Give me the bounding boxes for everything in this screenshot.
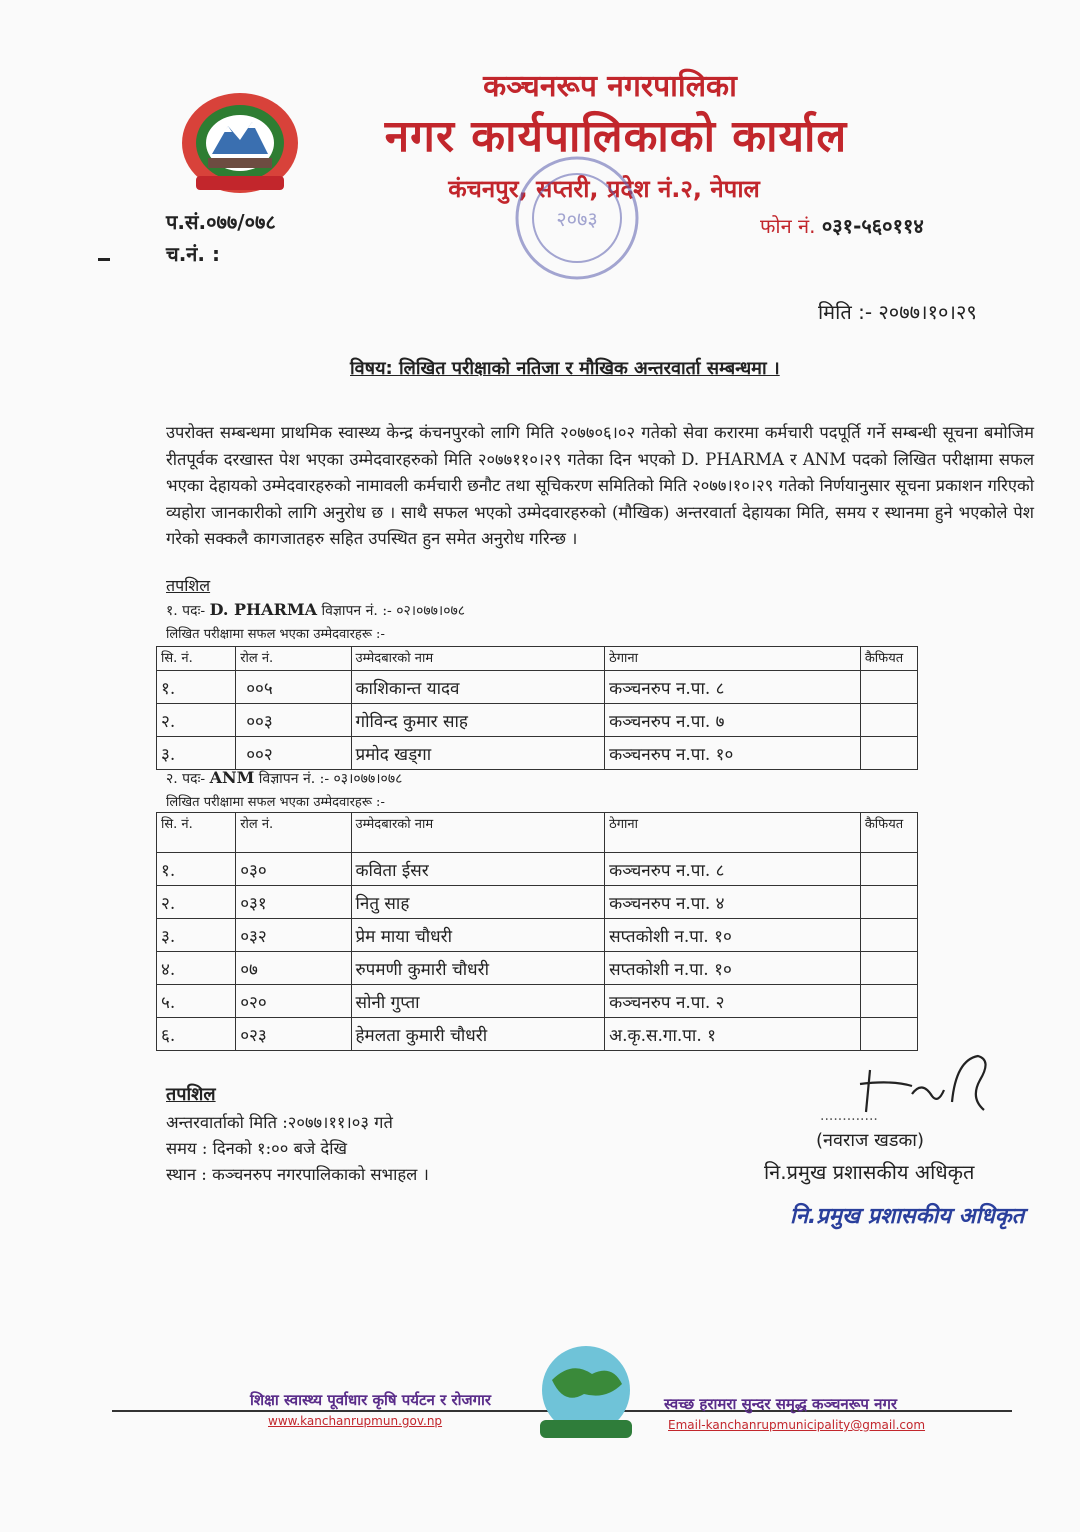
- section-1-post: D. PHARMA: [209, 600, 318, 619]
- letter-subject: विषय: लिखित परीक्षाको नतिजा र मौखिक अन्तरवार्ता सम्बन्धमा ।: [350, 358, 780, 379]
- office-title: नगर कार्यपालिकाको कार्याल: [384, 111, 848, 162]
- tapashil-label: तपशिल: [166, 576, 211, 595]
- phone-line: [760, 212, 924, 239]
- phone-label: फोन नं.: [760, 214, 816, 238]
- cell-roll: ००५: [236, 671, 351, 704]
- table-row: [157, 737, 918, 770]
- col-roll: रोल नं.: [236, 647, 351, 671]
- cell-roll: ०२३: [236, 1018, 351, 1051]
- cell-sn: ३.: [157, 919, 236, 952]
- cell-name: गोविन्द कुमार साह: [351, 704, 605, 737]
- reference-number: प.सं.०७७/०७८: [166, 210, 276, 234]
- table-row: [157, 1018, 918, 1051]
- municipality-name: कञ्चनरूप नगरपालिका: [483, 69, 737, 104]
- letter-date: मिति :- २०७७।१०।२९: [818, 300, 977, 324]
- office-address: कंचनपुर, सप्तरी, प्रदेश नं.२, नेपाल: [448, 175, 760, 203]
- table-row: [157, 853, 918, 886]
- signer-name: (नवराज खडका): [816, 1130, 924, 1151]
- cell-roll: ०७: [236, 952, 351, 985]
- col-name: उम्मेदबारको नाम: [351, 647, 605, 671]
- interview-place: स्थान : कञ्चनरुप नगरपालिकाको सभाहल ।: [166, 1165, 429, 1184]
- cell-remarks: [860, 853, 917, 886]
- signature-dots: .............: [820, 1108, 878, 1124]
- section-2-heading: [166, 768, 402, 788]
- cell-roll: ०३०: [236, 853, 351, 886]
- col-remarks: कैफियत: [860, 647, 917, 671]
- schedule-title: तपशिल: [166, 1084, 216, 1105]
- footer-slogan-left: शिक्षा स्वास्थ्य पूर्वाधार कृषि पर्यटन र रोजगार: [250, 1391, 492, 1409]
- col-address: ठेगाना: [605, 813, 861, 853]
- cell-name: हेमलता कुमारी चौधरी: [351, 1018, 605, 1051]
- table-row: [157, 919, 918, 952]
- section-1-heading: [166, 600, 465, 620]
- cell-name: काशिकान्त यादव: [351, 671, 605, 704]
- signer-title: नि.प्रमुख प्रशासकीय अधिकृत: [764, 1160, 975, 1184]
- phone-number: ०३१-५६०११४: [821, 214, 924, 238]
- cell-sn: ४.: [157, 952, 236, 985]
- section-2-adv: विज्ञापन नं. :- ०३।०७७।०७८: [258, 771, 403, 787]
- cell-sn: २.: [157, 704, 236, 737]
- office-seal-stamp: [492, 148, 662, 308]
- margin-mark: [98, 258, 110, 261]
- cell-roll: ००३: [236, 704, 351, 737]
- anm-results-table: [156, 812, 918, 1051]
- section-1-prefix: १. पदः-: [166, 603, 206, 619]
- section-2-prefix: २. पदः-: [166, 771, 206, 787]
- officer-rubber-stamp: नि.प्रमुख प्रशासकीय अधिकृत: [790, 1204, 1025, 1229]
- table-header-row: [157, 813, 918, 853]
- cell-remarks: [860, 704, 917, 737]
- cell-remarks: [860, 671, 917, 704]
- cell-remarks: [860, 985, 917, 1018]
- cell-remarks: [860, 1018, 917, 1051]
- table-row: [157, 985, 918, 1018]
- col-sn: सि. नं.: [157, 813, 236, 853]
- cell-name: सोनी गुप्ता: [351, 985, 605, 1018]
- col-address: ठेगाना: [605, 647, 861, 671]
- globe-logo-icon: [522, 1340, 650, 1450]
- cell-name: प्रमोद खड्गा: [351, 737, 605, 770]
- cell-sn: २.: [157, 886, 236, 919]
- cell-sn: ६.: [157, 1018, 236, 1051]
- col-sn: सि. नं.: [157, 647, 236, 671]
- cell-name: नितु साह: [351, 886, 605, 919]
- cell-address: कञ्चनरुप न.पा. ८: [605, 853, 861, 886]
- section-2-passed-label: लिखित परीक्षामा सफल भएका उम्मेदवारहरू :-: [166, 795, 385, 810]
- cell-remarks: [860, 919, 917, 952]
- cell-name: रुपमणी कुमारी चौधरी: [351, 952, 605, 985]
- interview-time: समय : दिनको १:०० बजे देखि: [166, 1139, 348, 1158]
- table-row: [157, 952, 918, 985]
- section-1-passed-label: लिखित परीक्षामा सफल भएका उम्मेदवारहरू :-: [166, 627, 385, 642]
- col-name: उम्मेदबारको नाम: [351, 813, 605, 853]
- cell-sn: ३.: [157, 737, 236, 770]
- cell-address: कञ्चनरुप न.पा. ८: [605, 671, 861, 704]
- cell-name: प्रेम माया चौधरी: [351, 919, 605, 952]
- cell-address: अ.कृ.स.गा.पा. १: [605, 1018, 861, 1051]
- stamp-year: २०७३: [556, 207, 598, 231]
- cell-remarks: [860, 886, 917, 919]
- col-roll: रोल नं.: [236, 813, 351, 853]
- table-header-row: [157, 647, 918, 671]
- cell-address: कञ्चनरुप न.पा. १०: [605, 737, 861, 770]
- col-remarks: कैफियत: [860, 813, 917, 853]
- cell-sn: १.: [157, 671, 236, 704]
- table-row: [157, 671, 918, 704]
- cell-address: कञ्चनरुप न.पा. २: [605, 985, 861, 1018]
- cell-sn: १.: [157, 853, 236, 886]
- cell-remarks: [860, 737, 917, 770]
- cell-remarks: [860, 952, 917, 985]
- section-2-post: ANM: [209, 768, 255, 787]
- section-1-adv: विज्ञापन नं. :- ०२।०७७।०७८: [321, 603, 466, 619]
- dpharma-results-table: [156, 646, 918, 770]
- footer-email-link[interactable]: Email-kanchanrupmunicipality@gmail.com: [668, 1418, 926, 1432]
- cell-roll: ००२: [236, 737, 351, 770]
- cell-roll: ०३२: [236, 919, 351, 952]
- cell-address: कञ्चनरुप न.पा. ७: [605, 704, 861, 737]
- letter-body: उपरोक्त सम्बन्धमा प्राथमिक स्वास्थ्य केन्द्र कंचनपुरको लागि मिति २०७७०६।०२ गतेको सेवा करारमा कर्मचारी पदपूर्ति गर्ने सम्बन्धी सूचना बमोजिम रीतपूर्वक दरखास्त पेश भएका उम्मेदवारहरुको मिति २०७७११०।२९ गतेका दिन भएको D. PHARMA र ANM पदको लिखित परीक्षामा सफल भएका देहायको उम्मेदवारहरुको नामावली कर्मचारी छनौट तथा सूचिकरण समितिको मिति २०७७।१०।२९ गतेको निर्णयानुसार सूचना प्रकाशन गरिएको व्यहोरा जानकारीको लागि अनुरोध छ । साथै सफल भएको उम्मेदवारहरुको (मौखिक) अन्तरवार्ता देहायका मिति, समय र स्थानमा हुने भएकोले पेश गरेको सक्कलै कागजातहरु सहित उपस्थित हुन समेत अनुरोध गरिन्छ ।: [166, 423, 1034, 548]
- cell-roll: ०२०: [236, 985, 351, 1018]
- footer-slogan-right: स्वच्छ हरामरा सुन्दर समृद्ध कञ्चनरूप नगर: [664, 1395, 898, 1413]
- cell-sn: ५.: [157, 985, 236, 1018]
- cell-address: सप्तकोशी न.पा. १०: [605, 919, 861, 952]
- cell-address: कञ्चनरुप न.पा. ४: [605, 886, 861, 919]
- interview-date: अन्तरवार्ताको मिति :२०७७।११।०३ गते: [166, 1113, 393, 1132]
- nepal-emblem-icon: [178, 88, 302, 198]
- cell-name: कविता ईसर: [351, 853, 605, 886]
- table-row: [157, 886, 918, 919]
- table-row: [157, 704, 918, 737]
- cell-address: सप्तकोशी न.पा. १०: [605, 952, 861, 985]
- dispatch-number: च.नं. :: [166, 242, 220, 266]
- cell-roll: ०३१: [236, 886, 351, 919]
- footer-website-link[interactable]: www.kanchanrupmun.gov.np: [268, 1414, 443, 1428]
